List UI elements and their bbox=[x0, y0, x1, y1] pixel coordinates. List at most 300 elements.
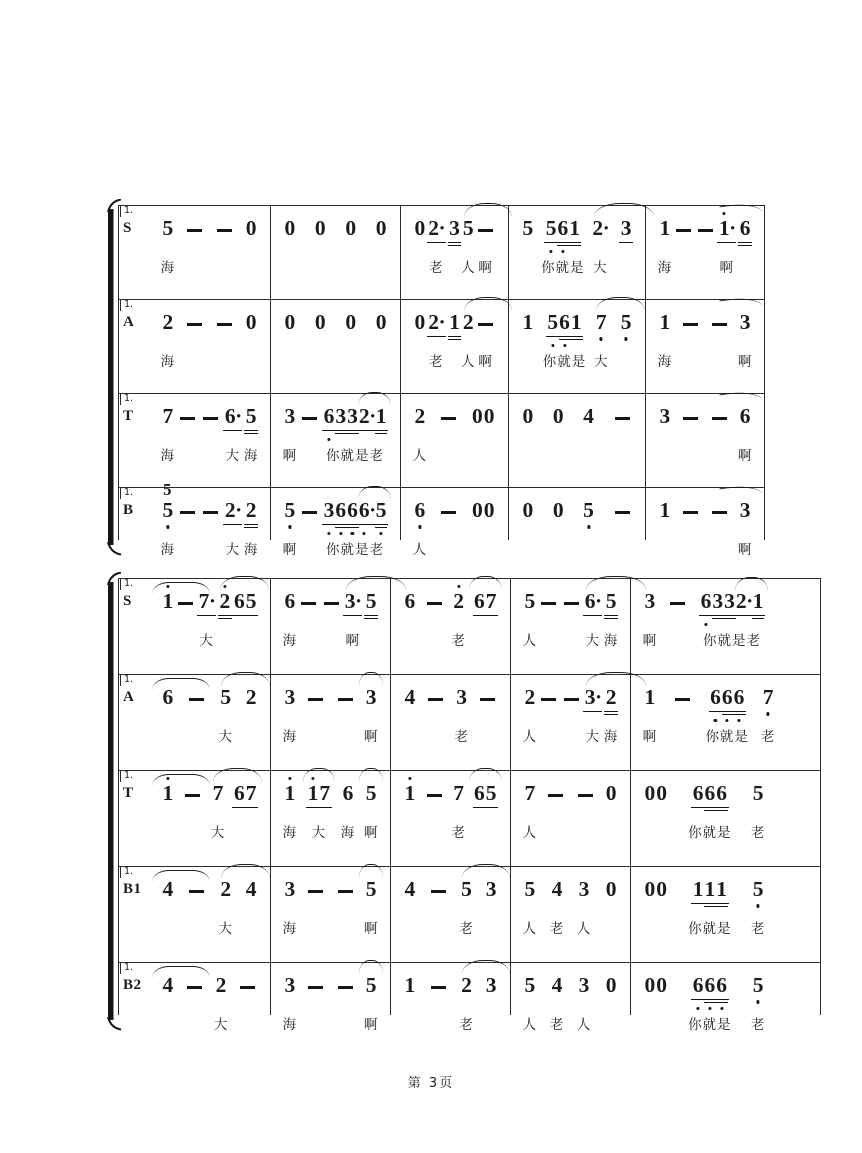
lyric: 老 bbox=[454, 729, 469, 745]
dash-note bbox=[683, 417, 698, 420]
note-digit: 7 bbox=[245, 781, 257, 805]
measure bbox=[630, 579, 821, 675]
beat bbox=[282, 404, 298, 464]
octave-dot-above bbox=[166, 777, 169, 780]
measure-strip bbox=[118, 206, 765, 300]
note-digit: 6 bbox=[162, 685, 174, 709]
beam-underline bbox=[364, 618, 378, 620]
beat bbox=[374, 218, 388, 240]
note-group bbox=[244, 879, 258, 901]
lyric: 大 bbox=[593, 260, 608, 276]
beat-strip bbox=[160, 480, 259, 558]
beat bbox=[688, 973, 732, 1033]
beat bbox=[583, 589, 619, 649]
beam-underline bbox=[244, 433, 258, 435]
lyric: 你就是老 bbox=[703, 633, 762, 649]
beat-strip bbox=[161, 973, 258, 1033]
beat bbox=[538, 687, 559, 701]
note-group bbox=[705, 685, 749, 745]
beat bbox=[282, 498, 298, 558]
note-digit: 3 bbox=[284, 973, 296, 997]
note-group bbox=[223, 498, 243, 558]
note-digit: 2 bbox=[428, 216, 439, 240]
beat-strip bbox=[521, 216, 633, 276]
lyric: 你就是老 bbox=[326, 448, 385, 464]
note-digit: 0 bbox=[656, 781, 667, 805]
note-group bbox=[575, 783, 596, 797]
octave-dot-below bbox=[720, 1007, 723, 1010]
note-group bbox=[521, 500, 535, 522]
beat bbox=[451, 781, 466, 841]
beat bbox=[184, 975, 205, 989]
note-digit: 6 bbox=[347, 500, 359, 522]
measure-strip bbox=[118, 579, 821, 675]
note-digit: 1 bbox=[284, 783, 296, 805]
note-digit: 0 bbox=[314, 216, 326, 240]
beam-underline bbox=[473, 807, 499, 809]
measure bbox=[270, 394, 400, 488]
dash-note bbox=[338, 986, 353, 989]
note-digit: 0 bbox=[656, 877, 667, 901]
note-group bbox=[413, 218, 427, 240]
dash-note bbox=[615, 511, 630, 514]
beat-strip bbox=[403, 685, 498, 745]
slur-arc bbox=[358, 486, 391, 500]
note-group bbox=[184, 218, 205, 232]
dash-note bbox=[427, 794, 442, 797]
note-digit: 1 bbox=[718, 218, 730, 240]
note-group bbox=[448, 312, 462, 334]
note-group bbox=[643, 783, 669, 805]
note-digit: 1 bbox=[162, 783, 174, 805]
note-group bbox=[161, 591, 175, 613]
note-group bbox=[223, 404, 243, 464]
lyric: 啊 bbox=[363, 921, 379, 937]
note-digit: 3 bbox=[644, 589, 656, 613]
beam-underline bbox=[604, 615, 618, 617]
beat bbox=[541, 216, 585, 276]
dash-note bbox=[441, 417, 456, 420]
note-digit: 4 bbox=[404, 685, 416, 709]
beat bbox=[521, 218, 535, 240]
beat bbox=[305, 975, 326, 989]
note-group bbox=[750, 877, 766, 937]
lyric: 大 bbox=[311, 825, 327, 841]
beat bbox=[282, 877, 298, 937]
lyric: 老 bbox=[750, 1017, 766, 1033]
note-digit: 5 bbox=[462, 216, 474, 240]
note-group bbox=[619, 312, 633, 334]
lyric: 啊 bbox=[345, 633, 360, 649]
note-group bbox=[363, 685, 379, 745]
note-digit: 6 bbox=[739, 404, 751, 428]
note-group bbox=[604, 783, 618, 805]
beat-strip bbox=[160, 310, 258, 370]
note-group bbox=[214, 312, 235, 326]
beam-underline bbox=[604, 714, 618, 716]
note-group bbox=[451, 589, 466, 649]
note-group bbox=[737, 404, 753, 464]
beat-strip bbox=[521, 500, 633, 522]
lyric: 啊 bbox=[363, 1017, 379, 1033]
note-group bbox=[232, 783, 258, 805]
beat bbox=[363, 685, 379, 745]
beat-strip bbox=[642, 685, 776, 745]
lyric: 人 bbox=[522, 729, 538, 745]
beat bbox=[427, 310, 462, 370]
note-digit: 0 bbox=[644, 781, 656, 805]
note-digit: 2 bbox=[735, 589, 747, 613]
note-digit: 3 bbox=[578, 877, 590, 901]
measure bbox=[390, 579, 510, 675]
beat bbox=[576, 973, 592, 1033]
note-group bbox=[658, 406, 672, 428]
beat bbox=[619, 218, 633, 240]
note-group bbox=[214, 218, 235, 232]
measure bbox=[390, 867, 510, 963]
note-digit: 4 bbox=[551, 877, 563, 901]
note-group bbox=[717, 216, 737, 276]
note-digit: 7 bbox=[762, 687, 774, 709]
score-row-s bbox=[118, 205, 765, 299]
beat bbox=[667, 591, 688, 605]
note-digit: · bbox=[235, 404, 243, 428]
note-digit: 5 bbox=[365, 589, 377, 613]
note-digit: 0 bbox=[552, 404, 564, 428]
note-group bbox=[403, 687, 417, 709]
note-group bbox=[545, 783, 566, 797]
note-group bbox=[709, 406, 730, 420]
beat bbox=[750, 877, 766, 937]
beam-underline-2 bbox=[722, 714, 746, 716]
measure bbox=[118, 963, 270, 1033]
octave-dot-below bbox=[339, 532, 342, 535]
note-digit: 2 bbox=[462, 310, 474, 334]
note-group bbox=[282, 685, 298, 745]
measure-strip bbox=[118, 963, 821, 1033]
note-digit: 3 bbox=[456, 685, 467, 709]
octave-dot-above bbox=[288, 777, 291, 780]
note-digit: 2 bbox=[224, 498, 236, 522]
beat bbox=[619, 312, 633, 334]
part-label: B1 bbox=[123, 881, 142, 897]
note-digit: 6 bbox=[404, 589, 416, 613]
beat bbox=[521, 312, 535, 334]
beat bbox=[521, 500, 535, 522]
beat bbox=[454, 685, 469, 745]
note-digit: 2 bbox=[428, 310, 439, 334]
note-digit: 5 bbox=[605, 589, 617, 613]
note-digit: 6 bbox=[716, 781, 727, 805]
volta-label: 1. bbox=[120, 206, 133, 217]
beat bbox=[344, 312, 358, 334]
volta-label: 1. bbox=[120, 394, 133, 405]
beat-strip bbox=[412, 404, 496, 464]
note-digit: 6 bbox=[284, 589, 296, 613]
note-group bbox=[244, 218, 258, 240]
slur-arc bbox=[221, 672, 270, 686]
lyric: 人 bbox=[576, 921, 592, 937]
note-group bbox=[184, 975, 205, 989]
note-digit: 3 bbox=[739, 498, 751, 522]
note-group bbox=[612, 406, 633, 420]
note-group bbox=[428, 879, 449, 893]
beat-strip bbox=[161, 589, 258, 649]
beam-underline bbox=[306, 807, 332, 809]
beam-underline bbox=[604, 711, 618, 713]
beat bbox=[657, 310, 673, 370]
beat bbox=[438, 500, 459, 514]
score-row-a bbox=[118, 299, 765, 393]
note-group bbox=[232, 591, 258, 613]
beat-strip bbox=[282, 498, 388, 558]
note-digit: 1 bbox=[659, 498, 671, 522]
note-digit: 3 bbox=[485, 973, 497, 997]
beat bbox=[680, 406, 701, 420]
note-digit: 5 bbox=[365, 781, 377, 805]
note-digit: 2 bbox=[162, 310, 174, 334]
beat bbox=[591, 216, 610, 276]
dash-note bbox=[676, 229, 691, 232]
octave-dot-below bbox=[549, 250, 552, 253]
note-group bbox=[473, 591, 499, 613]
note-group bbox=[549, 877, 565, 937]
note-group bbox=[438, 406, 459, 420]
beat-strip bbox=[658, 404, 753, 464]
note-digit: · bbox=[369, 404, 377, 428]
note-digit: 6 bbox=[704, 975, 716, 997]
measure-strip bbox=[118, 867, 821, 963]
lyric: 老 bbox=[760, 729, 776, 745]
note-digit: 0 bbox=[414, 310, 426, 334]
note-group bbox=[619, 218, 633, 240]
note-group bbox=[186, 687, 207, 701]
beam-underline bbox=[583, 615, 602, 617]
dash-note bbox=[240, 986, 255, 989]
beat bbox=[282, 781, 298, 841]
note-group bbox=[363, 877, 379, 937]
score-row-b1 bbox=[118, 866, 821, 962]
lyric: 老 bbox=[451, 633, 466, 649]
beam-underline bbox=[619, 242, 633, 244]
note-group bbox=[672, 687, 693, 701]
lyric: 海 bbox=[243, 448, 259, 464]
note-group bbox=[403, 783, 417, 805]
slur-arc bbox=[469, 768, 502, 782]
lyric: 海 bbox=[282, 825, 298, 841]
beat-strip bbox=[282, 877, 379, 937]
lyric: 你就是 bbox=[688, 1017, 732, 1033]
note-group bbox=[738, 218, 752, 240]
note-group bbox=[175, 591, 196, 605]
note-group bbox=[658, 500, 672, 522]
beam-underline-2 bbox=[704, 810, 728, 812]
beat bbox=[214, 312, 235, 326]
note-group bbox=[200, 406, 221, 420]
note-group bbox=[344, 312, 358, 334]
beat bbox=[475, 312, 496, 370]
note-digit: 3 bbox=[578, 973, 590, 997]
lyric: 老 bbox=[750, 921, 766, 937]
volta-label: 1. bbox=[120, 771, 133, 782]
note-group bbox=[427, 216, 446, 276]
note-digit: 4 bbox=[404, 877, 416, 901]
note-group bbox=[451, 781, 466, 841]
beat bbox=[473, 591, 499, 613]
dash-note bbox=[675, 698, 690, 701]
dash-note bbox=[203, 511, 218, 514]
beat bbox=[321, 591, 342, 605]
beat bbox=[612, 406, 633, 420]
note-digit: 5 bbox=[547, 312, 559, 334]
note-group bbox=[541, 216, 585, 276]
beat-strip bbox=[283, 218, 388, 240]
note-digit: · bbox=[438, 216, 446, 240]
note-group bbox=[680, 500, 701, 514]
octave-dot-below bbox=[737, 719, 740, 722]
slur-arc bbox=[359, 864, 383, 878]
note-group bbox=[521, 406, 535, 428]
beam-underline bbox=[427, 242, 446, 244]
beat bbox=[657, 216, 673, 276]
lyric: 老 bbox=[549, 1017, 565, 1033]
beat bbox=[182, 783, 203, 797]
dash-note bbox=[308, 698, 323, 701]
note-digit: 0 bbox=[472, 498, 483, 522]
note-group bbox=[412, 404, 428, 464]
note-group bbox=[538, 687, 559, 701]
beat bbox=[538, 591, 559, 605]
note-digit: 3 bbox=[365, 685, 377, 709]
note-digit: 1 bbox=[522, 310, 534, 334]
note-group bbox=[413, 312, 427, 334]
beat bbox=[709, 500, 730, 514]
note-digit: 2 bbox=[245, 498, 257, 522]
score-row-t bbox=[118, 770, 821, 866]
beat bbox=[642, 589, 658, 649]
note-group bbox=[161, 783, 175, 805]
lyric: 啊 bbox=[478, 354, 493, 370]
note-group bbox=[604, 879, 618, 901]
note-digit: 1 bbox=[404, 783, 416, 805]
measure-strip bbox=[118, 675, 821, 771]
note-digit: 7 bbox=[212, 781, 224, 805]
beat-strip bbox=[161, 685, 258, 745]
octave-dot-below bbox=[587, 525, 590, 528]
beat bbox=[184, 312, 205, 326]
beat bbox=[322, 498, 388, 558]
lyric: 啊 bbox=[737, 354, 753, 370]
beat bbox=[428, 879, 449, 893]
note-group bbox=[197, 589, 217, 649]
beat bbox=[428, 975, 449, 989]
lyric: 你就是 bbox=[542, 354, 587, 370]
lyric: 啊 bbox=[737, 448, 753, 464]
beat bbox=[161, 879, 175, 901]
measure-strip bbox=[118, 300, 765, 394]
note-digit: 5 bbox=[365, 877, 377, 901]
measure bbox=[400, 206, 508, 300]
note-digit: 5 bbox=[245, 404, 257, 428]
beat bbox=[322, 404, 388, 464]
octave-dot-below bbox=[757, 904, 760, 907]
note-group bbox=[403, 975, 417, 997]
note-digit: 5 bbox=[284, 500, 296, 522]
note-group bbox=[699, 589, 765, 649]
beat bbox=[477, 687, 498, 701]
volta-label: 1. bbox=[120, 579, 133, 590]
beam-underline-2 bbox=[375, 433, 387, 435]
beat-strip bbox=[282, 973, 379, 1033]
beat-strip bbox=[657, 216, 752, 276]
beat bbox=[643, 879, 669, 901]
dash-note bbox=[564, 698, 579, 701]
note-digit: 6 bbox=[414, 500, 426, 522]
beat bbox=[461, 216, 476, 276]
beam-underline bbox=[223, 524, 242, 526]
beat bbox=[695, 218, 716, 232]
dash-note bbox=[480, 698, 495, 701]
octave-dot-below bbox=[757, 1000, 760, 1003]
beam-underline bbox=[583, 711, 602, 713]
note-digit: 6 bbox=[474, 781, 485, 805]
lyric: 海 bbox=[160, 542, 176, 558]
note-digit: 4 bbox=[551, 973, 563, 997]
note-group bbox=[428, 975, 449, 989]
lyric: 啊 bbox=[719, 260, 735, 276]
beat bbox=[484, 975, 498, 997]
lyric: 啊 bbox=[282, 448, 298, 464]
beat bbox=[709, 406, 730, 420]
beat-strip bbox=[160, 404, 259, 464]
note-group bbox=[305, 975, 326, 989]
note-digit: 0 bbox=[314, 310, 326, 334]
beat bbox=[737, 404, 753, 464]
note-digit: 6 bbox=[559, 312, 571, 334]
beam-underline bbox=[738, 242, 752, 244]
note-group bbox=[551, 406, 565, 428]
beat bbox=[403, 591, 417, 613]
beat bbox=[471, 406, 497, 428]
note-digit: 7 bbox=[453, 781, 464, 805]
dash-note bbox=[431, 890, 446, 893]
note-group bbox=[521, 218, 535, 240]
measure bbox=[270, 675, 390, 771]
beat-strip bbox=[403, 877, 498, 937]
measure bbox=[508, 206, 645, 300]
octave-dot-below bbox=[561, 250, 564, 253]
beat bbox=[232, 783, 258, 805]
note-digit: 6 bbox=[233, 781, 245, 805]
beat bbox=[283, 312, 297, 334]
note-group bbox=[750, 973, 766, 1033]
slur-arc bbox=[735, 577, 768, 591]
beat bbox=[551, 406, 565, 428]
note-digit: 3 bbox=[739, 310, 751, 334]
beat bbox=[282, 589, 298, 649]
beat bbox=[160, 310, 176, 370]
note-group bbox=[298, 591, 319, 605]
beat bbox=[403, 975, 417, 997]
dash-note bbox=[441, 511, 456, 514]
beam-underline-2 bbox=[559, 339, 583, 341]
note-group bbox=[695, 218, 716, 232]
lyric: 你就是老 bbox=[326, 542, 385, 558]
beam-underline-2 bbox=[335, 433, 359, 435]
beat-strip bbox=[282, 685, 379, 745]
beat bbox=[412, 404, 428, 464]
beat bbox=[582, 500, 596, 522]
